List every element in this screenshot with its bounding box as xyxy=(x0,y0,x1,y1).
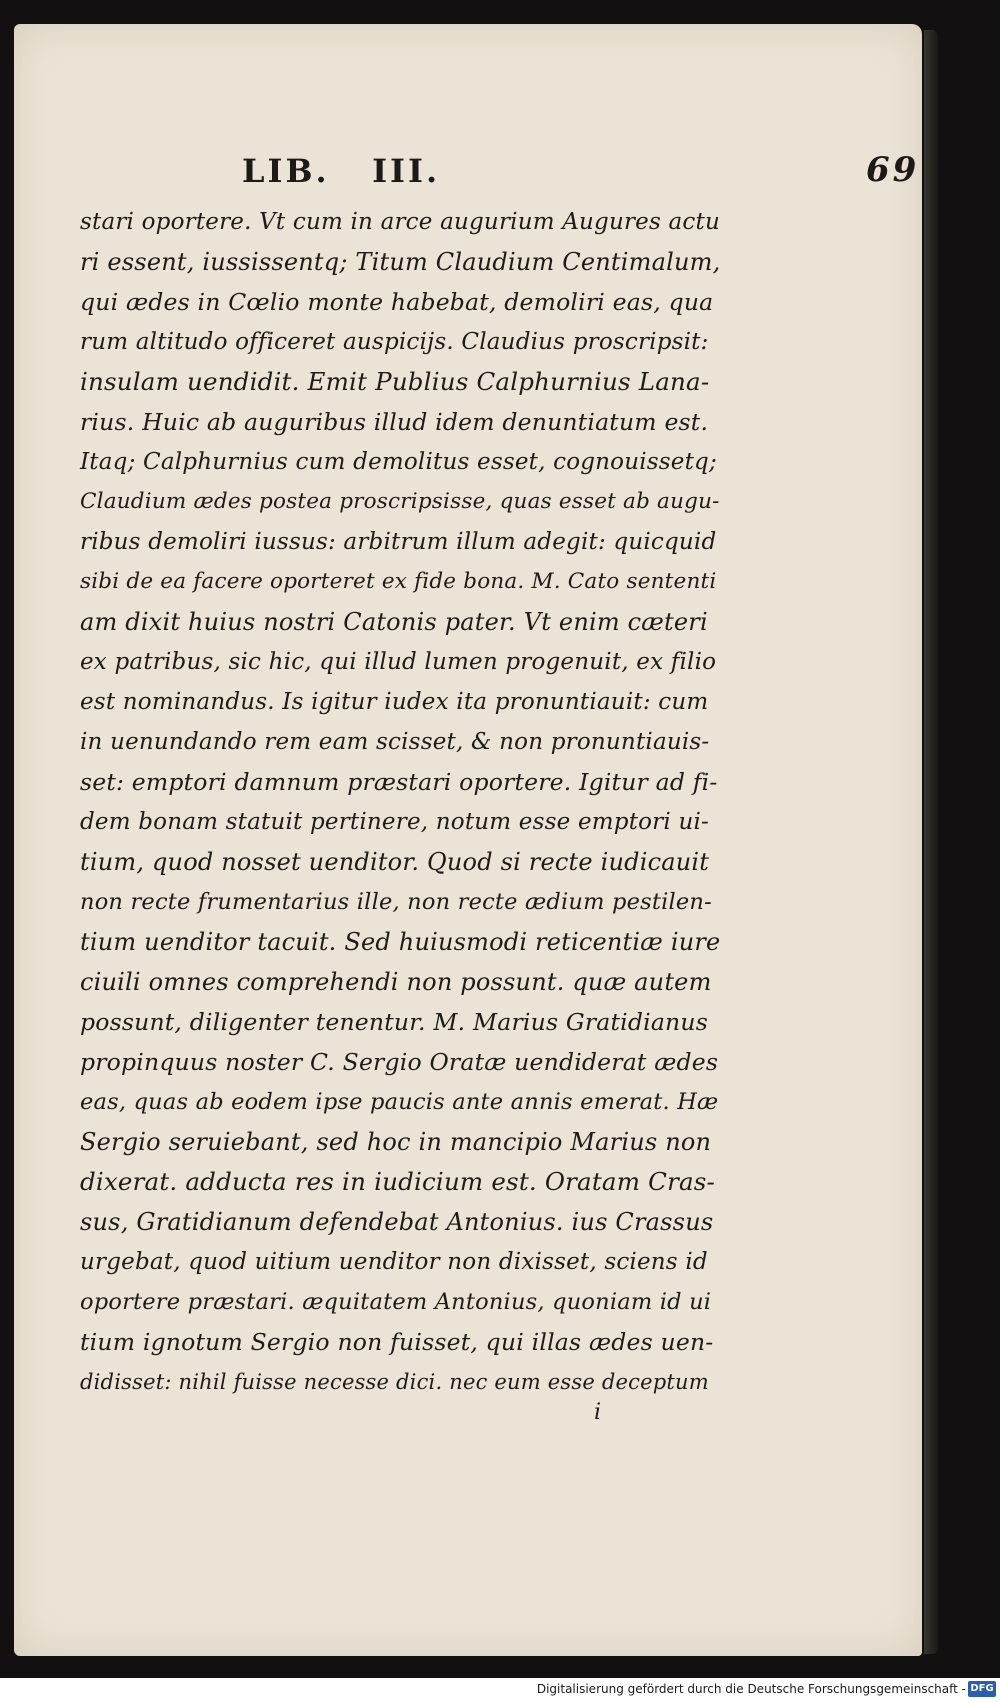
text-line: Claudium ædes postea proscripsisse, quas esset ab augu- xyxy=(80,489,720,514)
page-edge xyxy=(924,30,938,1654)
text-line: tium, quod nosset uenditor. Quod si recte iudicauit xyxy=(80,848,710,876)
text-line: oportere præstari. æquitatem Antonius, quoniam id ui xyxy=(80,1289,712,1315)
text-line: urgebat, quod uitium uenditor non dixisset, sciens id xyxy=(80,1249,708,1275)
text-line: rum altitudo officeret auspicijs. Claudius proscripsit: xyxy=(80,329,709,355)
footer-bar xyxy=(0,1678,1000,1702)
text-line: non recte frumentarius ille, non recte ædium pestilen- xyxy=(80,889,712,915)
text-line: dixerat. adducta res in iudicium est. Oratam Cras- xyxy=(80,1167,716,1196)
footer-credit: Digitalisierung gefördert durch die Deutsche Forschungsgemeinschaft - xyxy=(536,1682,966,1696)
text-line: eas, quas ab eodem ipse paucis ante annis emerat. Hæ xyxy=(80,1089,719,1115)
text-line: possunt, diligenter tenentur. M. Marius Gratidianus xyxy=(80,1008,708,1036)
signature-mark: i xyxy=(594,1400,602,1425)
text-line: ex patribus, sic hic, qui illud lumen progenuit, ex filio xyxy=(80,649,717,675)
text-line: Itaq; Calphurnius cum demolitus esset, cognouissetq; xyxy=(80,449,717,475)
book-page xyxy=(14,24,922,1656)
text-line: sibi de ea facere oporteret ex fide bona. M. Cato sententi xyxy=(80,569,717,594)
text-line: rius. Huic ab auguribus illud idem denuntiatum est. xyxy=(80,408,709,436)
text-line: ribus demoliri iussus: arbitrum illum adegit: quicquid xyxy=(80,529,717,555)
text-line: am dixit huius nostri Catonis pater. Vt enim cæteri xyxy=(80,608,708,636)
page-header xyxy=(242,150,920,192)
text-line: tium ignotum Sergio non fuisset, qui illas ædes uen- xyxy=(80,1328,714,1356)
text-line: in uenundando rem eam scisset, & non pronuntiauis- xyxy=(80,729,710,755)
text-line: insulam uendidit. Emit Publius Calphurnius Lana- xyxy=(80,367,710,396)
text-line: tium uenditor tacuit. Sed huiusmodi reticentiæ iure xyxy=(80,928,721,956)
text-line: set: emptori damnum præstari oportere. Igitur ad fi- xyxy=(80,768,718,796)
dfg-logo-icon: DFG xyxy=(968,1681,996,1697)
text-block xyxy=(80,202,720,1402)
text-line: ciuili omnes comprehendi non possunt. quæ autem xyxy=(80,968,712,996)
text-line: stari oportere. Vt cum in arce augurium Augures actu xyxy=(80,209,720,235)
text-line: propinquus noster C. Sergio Oratæ uendiderat ædes xyxy=(80,1048,719,1076)
text-line: didisset: nihil fuisse necesse dici. nec eum esse deceptum xyxy=(80,1370,709,1394)
text-line: est nominandus. Is igitur iudex ita pronuntiauit: cum xyxy=(80,689,709,715)
text-line: sus, Gratidianum defendebat Antonius. ius Crassus xyxy=(80,1208,714,1236)
text-line: ri essent, iussissentq; Titum Claudium Centimalum, xyxy=(80,248,721,276)
text-line: dem bonam statuit pertinere, notum esse emptori ui- xyxy=(80,809,709,835)
text-line: qui ædes in Cœlio monte habebat, demoliri eas, qua xyxy=(80,288,714,316)
running-head: LIB. III. xyxy=(242,152,441,190)
text-line: Sergio seruiebant, sed hoc in mancipio Marius non xyxy=(80,1128,712,1156)
page-number: 69 xyxy=(866,150,920,190)
